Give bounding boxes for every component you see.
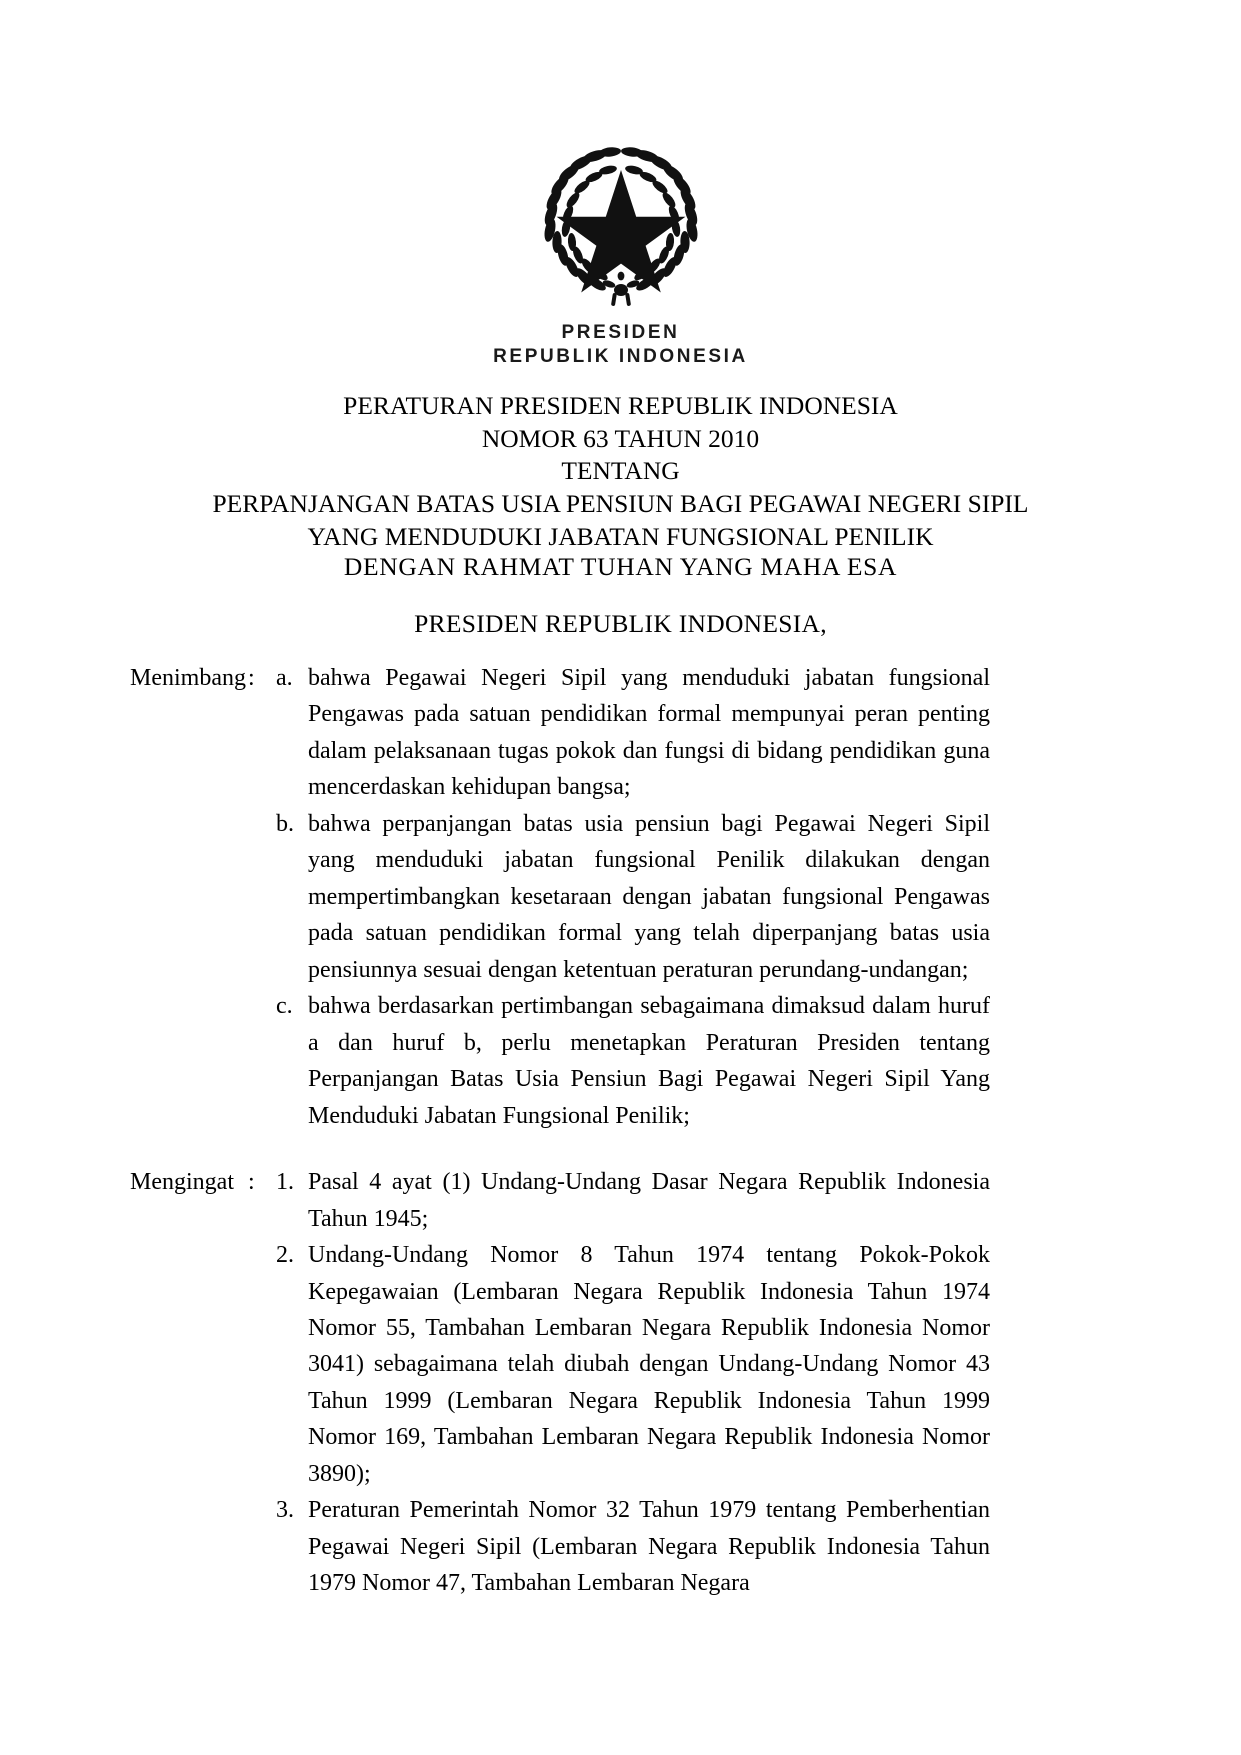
emblem-caption-line-1: PRESIDEN [561, 322, 680, 343]
list-item [276, 660, 990, 806]
list-item [276, 988, 990, 1134]
mengingat-items [276, 1164, 990, 1602]
issuer-line: PRESIDEN REPUBLIK INDONESIA, [414, 609, 827, 638]
title-line-5-subject: YANG MENDUDUKI JABATAN FUNGSIONAL PENILIK [307, 521, 934, 551]
title-line-3-tentang: TENTANG [561, 456, 680, 486]
blessing-line: DENGAN RAHMAT TUHAN YANG MAHA ESA [343, 552, 898, 581]
title-line-1: PERATURAN PRESIDEN REPUBLIK INDONESIA [343, 391, 898, 420]
clause-text: Undang-Undang Nomor 8 Tahun 1974 tentang Pokok-Pokok Kepegawaian (Lembaran Negara Republik Indonesia Tahun 1974 Nomor 55, Tambahan Lembaran Negara Republik Indonesia Nomor 3041) sebagaimana telah diubah dengan Undang-Undang Nomor 43 Tahun 1999 (Lembaran Negara Republik Indonesia Tahun 1999 Nomor 169, Tambahan Lembaran Negara Republik Indonesia Nomor 3890); [308, 1242, 990, 1487]
menimbang-items [276, 660, 990, 1134]
list-item [276, 806, 990, 988]
menimbang-colon: : [248, 665, 255, 691]
clause-text: Peraturan Pemerintah Nomor 32 Tahun 1979 tentang Pemberhentian Pegawai Negeri Sipil (Lembaran Negara Republik Indonesia Tahun 1979 Nomor 47, Tambahan Lembaran Negara [308, 1497, 990, 1597]
list-item [276, 1164, 990, 1237]
clause-marker: 2. [276, 1242, 294, 1269]
page-title [0, 390, 1241, 553]
clause-marker: c. [276, 993, 293, 1020]
clause-marker: 3. [276, 1497, 294, 1524]
section-menimbang [130, 660, 990, 1134]
list-item [276, 1492, 990, 1601]
emblem-caption-line-2: REPUBLIK INDONESIA [493, 346, 748, 368]
state-emblem-block [0, 138, 1241, 370]
emblem-caption [0, 321, 1241, 370]
clause-text: bahwa perpanjangan batas usia pensiun bagi Pegawai Negeri Sipil yang menduduki jabatan fungsional Penilik dilakukan dengan mempertimbangkan kesetaraan dengan jabatan fungsional Pengawas pada satuan pendidikan formal yang telah diperpanjang batas usia pensiunnya sesuai dengan ketentuan peraturan perundang-undangan; [308, 810, 990, 983]
clause-marker: b. [276, 810, 294, 837]
title-line-2-number: NOMOR 63 TAHUN 2010 [481, 423, 760, 453]
clause-text: bahwa berdasarkan pertimbangan sebagaimana dimaksud dalam huruf a dan huruf b, perlu menetapkan Peraturan Presiden tentang Perpanjangan Batas Usia Pensiun Bagi Pegawai Negeri Sipil Yang Menduduki Jabatan Fungsional Penilik; [308, 993, 990, 1129]
mengingat-colon: : [248, 1169, 255, 1196]
indonesian-state-emblem-icon [526, 138, 716, 313]
clause-text: Pasal 4 ayat (1) Undang-Undang Dasar Negara Republik Indonesia Tahun 1945; [308, 1169, 990, 1232]
mengingat-label: Mengingat [130, 1169, 234, 1196]
list-item [276, 1237, 990, 1492]
clause-marker: a. [276, 665, 293, 691]
menimbang-label: Menimbang [130, 665, 246, 691]
clause-marker: 1. [276, 1169, 294, 1196]
clauses-container [0, 660, 1241, 1602]
clause-text: bahwa Pegawai Negeri Sipil yang menduduki jabatan fungsional Pengawas pada satuan pendidikan formal mempunyai peran penting dalam pelaksanaan tugas pokok dan fungsi di bidang pendidikan guna mencerdaskan kehidupan bangsa; [308, 665, 990, 801]
title-line-4-subject: PERPANJANGAN BATAS USIA PENSIUN BAGI PEGAWAI NEGERI SIPIL [212, 488, 1029, 518]
section-mengingat [130, 1164, 990, 1602]
